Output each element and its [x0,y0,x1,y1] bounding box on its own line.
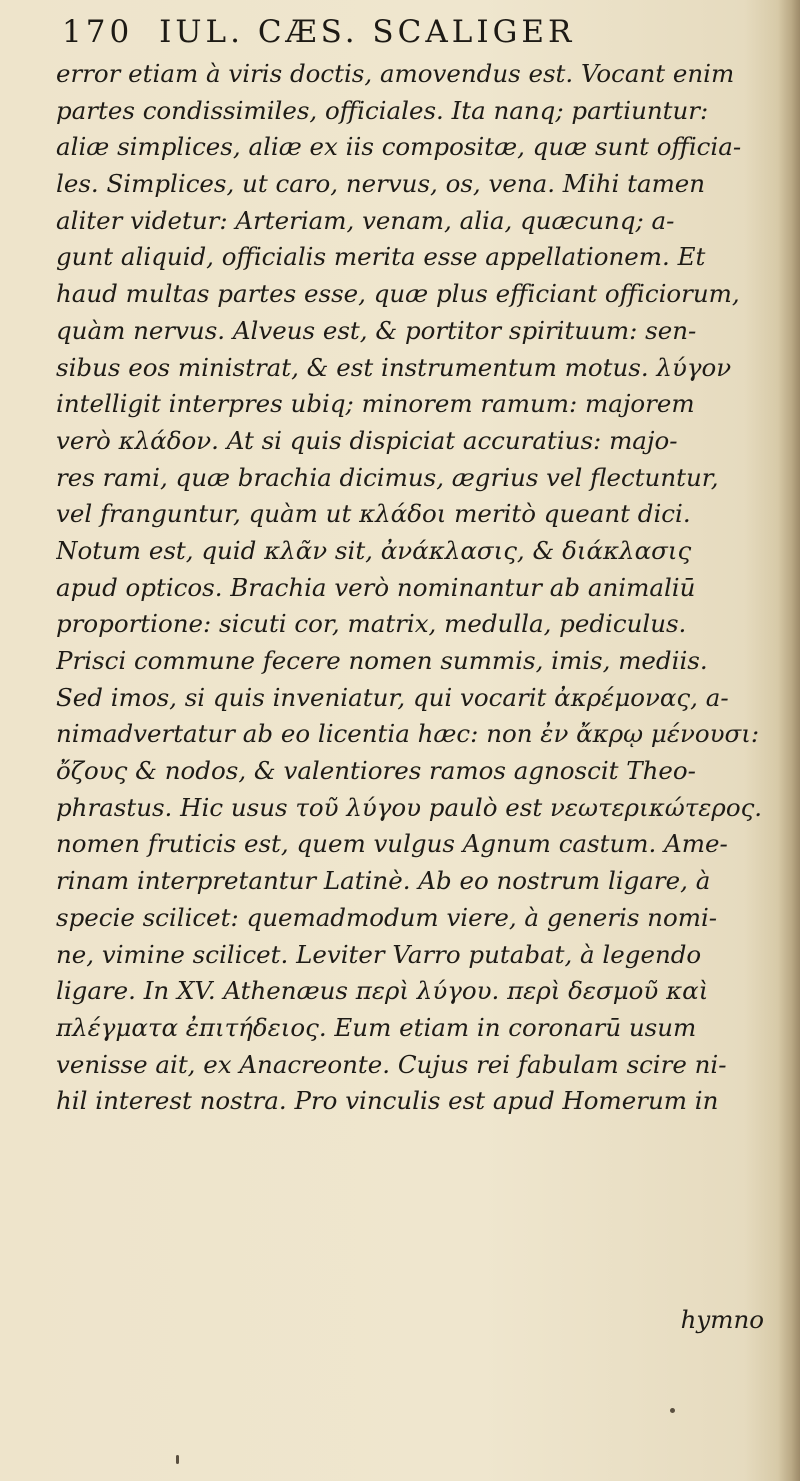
text-line: les. Simplices, ut caro, nervus, os, vena. Mihi tamen [56,169,706,199]
text-line: verò κλάδον. At si quis dispiciat accuratius: majo- [56,425,678,455]
text-line: haud multas partes esse, quæ plus efficiant officiorum, [56,279,740,309]
ink-speck [176,1455,179,1464]
text-line: partes condissimiles, officiales. Ita nanq; partiuntur: [56,95,709,125]
text-line: specie scilicet: quemadmodum viere, à generis nomi- [56,902,718,932]
catchword: hymno [680,1305,764,1334]
body-text [56,56,781,1120]
text-line: proportione: sicuti cor, matrix, medulla, pediculus. [56,609,687,639]
page-gutter-shadow [778,0,800,1481]
text-line: Sed imos, si quis inveniatur, qui vocarit ἀκρέμονας, a- [56,682,729,712]
running-title: IUL. CÆS. SCALIGER [159,14,576,50]
text-line: ligare. In XV. Athenæus περὶ λύγου. περὶ δεσμοῦ καὶ [56,976,709,1006]
text-line: sibus eos ministrat, & est instrumentum motus. λύγον [56,352,732,382]
text-line: res rami, quæ brachia dicimus, ægrius vel flectuntur, [56,462,719,492]
text-line: ne, vimine scilicet. Leviter Varro putabat, à legendo [56,939,702,969]
text-line: vel franguntur, quàm ut κλάδοι meritò queant dici. [56,499,691,529]
text-line: venisse ait, ex Anacreonte. Cujus rei fabulam scire ni- [56,1049,727,1079]
text-line: nomen fruticis est, quem vulgus Agnum castum. Ame- [56,829,728,859]
text-line: nimadvertatur ab eo licentia hæc: non ἐν ἄκρῳ μένουσι: [56,719,760,749]
text-line: quàm nervus. Alveus est, & portitor spirituum: sen- [56,315,697,345]
ink-speck [670,1408,675,1413]
text-line: ὄζους & nodos, & valentiores ramos agnoscit Theo- [56,756,696,786]
text-line: error etiam à viris doctis, amovendus est. Vocant enim [56,59,735,88]
running-head [62,14,762,58]
text-line: rinam interpretantur Latinè. Ab eo nostrum ligare, à [56,866,711,896]
text-line: apud opticos. Brachia verò nominantur ab animaliū [56,572,696,602]
text-line: gunt aliquid, officialis merita esse appellationem. Et [56,242,706,272]
text-line: Prisci commune fecere nomen summis, imis, mediis. [56,646,708,675]
text-line: aliter videtur: Arteriam, venam, alia, quæcunq; a- [56,205,675,235]
text-line: hil interest nostra. Pro vinculis est apud Homerum in [56,1086,719,1116]
text-line: intelligit interpres ubiq; minorem ramum: majorem [56,389,695,419]
page-number: 170 [62,14,134,50]
text-line: phrastus. Hic usus τοῦ λύγου paulò est νεωτερικώτερος. [56,792,763,822]
text-line: πλέγματα ἐπιτήδειος. Eum etiam in coronarū usum [56,1012,697,1042]
text-line: Notum est, quid κλᾶν sit, ἀνάκλασις, & διάκλασις [56,535,692,565]
text-line: aliæ simplices, aliæ ex iis compositæ, quæ sunt officia- [56,132,742,162]
